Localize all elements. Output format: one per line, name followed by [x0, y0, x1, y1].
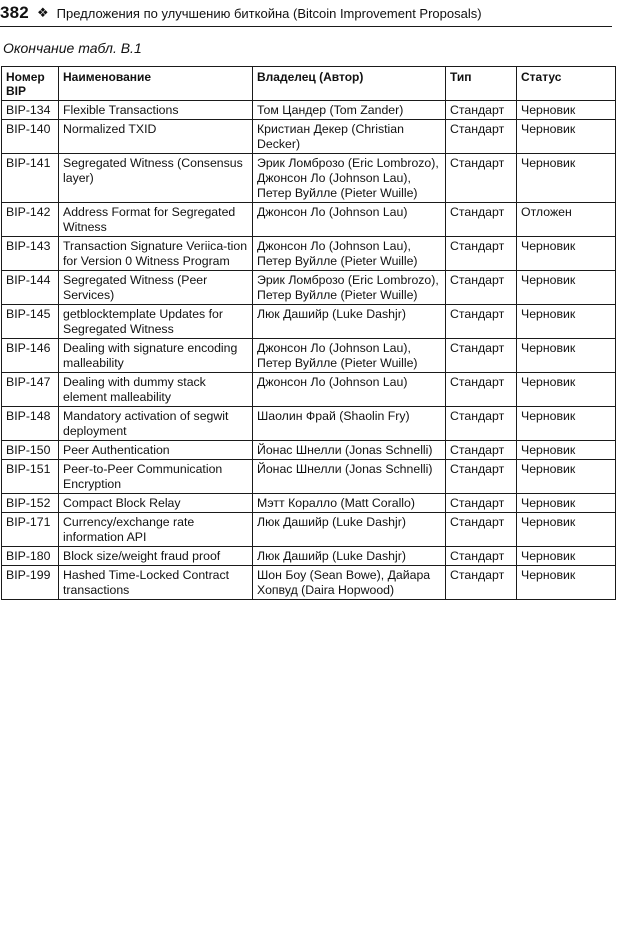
cell-status: Черновик [517, 237, 616, 271]
column-header-bip: Номер BIP [2, 67, 59, 101]
cell-owner: Йонас Шнелли (Jonas Schnelli) [253, 460, 446, 494]
cell-bip: BIP-151 [2, 460, 59, 494]
cell-owner: Джонсон Ло (Johnson Lau) [253, 373, 446, 407]
cell-owner: Йонас Шнелли (Jonas Schnelli) [253, 441, 446, 460]
cell-type: Стандарт [446, 513, 517, 547]
cell-title: Dealing with dummy stack element malleability [59, 373, 253, 407]
cell-status: Черновик [517, 566, 616, 600]
cell-bip: BIP-142 [2, 203, 59, 237]
cell-bip: BIP-146 [2, 339, 59, 373]
cell-owner: Люк Дашийр (Luke Dashjr) [253, 513, 446, 547]
cell-type: Стандарт [446, 566, 517, 600]
running-title: Предложения по улучшению биткойна (Bitcoin Improvement Proposals) [56, 5, 482, 21]
cell-type: Стандарт [446, 460, 517, 494]
cell-type: Стандарт [446, 547, 517, 566]
cell-bip: BIP-148 [2, 407, 59, 441]
cell-owner: Джонсон Ло (Johnson Lau), Петер Вуйлле (Pieter Wuille) [253, 339, 446, 373]
cell-type: Стандарт [446, 339, 517, 373]
cell-bip: BIP-171 [2, 513, 59, 547]
table-row [2, 460, 616, 494]
cell-type: Стандарт [446, 441, 517, 460]
table-row [2, 339, 616, 373]
cell-type: Стандарт [446, 101, 517, 120]
column-header-type: Тип [446, 67, 517, 101]
cell-status: Черновик [517, 441, 616, 460]
cell-owner: Шаолин Фрай (Shaolin Fry) [253, 407, 446, 441]
cell-owner: Мэтт Коралло (Matt Corallo) [253, 494, 446, 513]
cell-bip: BIP-143 [2, 237, 59, 271]
table-row [2, 566, 616, 600]
cell-title: Flexible Transactions [59, 101, 253, 120]
column-header-owner: Владелец (Автор) [253, 67, 446, 101]
cell-status: Черновик [517, 407, 616, 441]
cell-type: Стандарт [446, 120, 517, 154]
cell-bip: BIP-147 [2, 373, 59, 407]
cell-status: Черновик [517, 154, 616, 203]
cell-owner: Кристиан Декер (Christian Decker) [253, 120, 446, 154]
table-row [2, 305, 616, 339]
cell-title: Hashed Time-Locked Contract transactions [59, 566, 253, 600]
cell-title: Address Format for Segregated Witness [59, 203, 253, 237]
cell-title: Segregated Witness (Consensus layer) [59, 154, 253, 203]
page-header [0, 0, 612, 27]
table-header-row [2, 67, 616, 101]
diamond-separator-icon: ❖ [36, 5, 49, 20]
cell-bip: BIP-141 [2, 154, 59, 203]
cell-status: Отложен [517, 203, 616, 237]
cell-title: Peer-to-Peer Communication Encryption [59, 460, 253, 494]
bip-table [1, 66, 616, 600]
cell-status: Черновик [517, 460, 616, 494]
cell-title: Segregated Witness (Peer Services) [59, 271, 253, 305]
cell-owner: Джонсон Ло (Johnson Lau), Петер Вуйлле (Pieter Wuille) [253, 237, 446, 271]
page-number: 382 [0, 3, 29, 22]
cell-bip: BIP-145 [2, 305, 59, 339]
cell-owner: Джонсон Ло (Johnson Lau) [253, 203, 446, 237]
cell-owner: Эрик Ломброзо (Eric Lombrozo), Петер Вуйлле (Pieter Wuille) [253, 271, 446, 305]
cell-title: Mandatory activation of segwit deployment [59, 407, 253, 441]
cell-owner: Шон Боу (Sean Bowe), Дайара Хопвуд (Daira Hopwood) [253, 566, 446, 600]
cell-owner: Эрик Ломброзо (Eric Lombrozo), Джонсон Ло (Johnson Lau), Петер Вуйлле (Pieter Wuille) [253, 154, 446, 203]
cell-status: Черновик [517, 547, 616, 566]
table-row [2, 237, 616, 271]
table-row [2, 407, 616, 441]
cell-status: Черновик [517, 513, 616, 547]
cell-status: Черновик [517, 271, 616, 305]
table-row [2, 547, 616, 566]
cell-type: Стандарт [446, 237, 517, 271]
cell-bip: BIP-150 [2, 441, 59, 460]
cell-bip: BIP-199 [2, 566, 59, 600]
cell-status: Черновик [517, 101, 616, 120]
cell-title: getblocktemplate Updates for Segregated Witness [59, 305, 253, 339]
cell-owner: Люк Дашийр (Luke Dashjr) [253, 547, 446, 566]
cell-status: Черновик [517, 120, 616, 154]
table-row [2, 513, 616, 547]
cell-type: Стандарт [446, 373, 517, 407]
cell-type: Стандарт [446, 271, 517, 305]
cell-bip: BIP-152 [2, 494, 59, 513]
cell-title: Transaction Signature Veriica-tion for Version 0 Witness Program [59, 237, 253, 271]
cell-type: Стандарт [446, 494, 517, 513]
table-row [2, 101, 616, 120]
cell-status: Черновик [517, 339, 616, 373]
cell-bip: BIP-140 [2, 120, 59, 154]
table-row [2, 120, 616, 154]
column-header-title: Наименование [59, 67, 253, 101]
table-row [2, 271, 616, 305]
table-caption: Окончание табл. В.1 [3, 40, 142, 56]
cell-bip: BIP-144 [2, 271, 59, 305]
cell-owner: Том Цандер (Tom Zander) [253, 101, 446, 120]
table-row [2, 494, 616, 513]
cell-title: Normalized TXID [59, 120, 253, 154]
cell-title: Block size/weight fraud proof [59, 547, 253, 566]
cell-bip: BIP-134 [2, 101, 59, 120]
table-row [2, 373, 616, 407]
cell-status: Черновик [517, 373, 616, 407]
cell-title: Dealing with signature encoding malleability [59, 339, 253, 373]
cell-title: Compact Block Relay [59, 494, 253, 513]
column-header-status: Статус [517, 67, 616, 101]
cell-type: Стандарт [446, 305, 517, 339]
cell-type: Стандарт [446, 154, 517, 203]
cell-owner: Люк Дашийр (Luke Dashjr) [253, 305, 446, 339]
cell-title: Currency/exchange rate information API [59, 513, 253, 547]
table-row [2, 154, 616, 203]
cell-type: Стандарт [446, 407, 517, 441]
table-body [2, 101, 616, 600]
cell-bip: BIP-180 [2, 547, 59, 566]
cell-title: Peer Authentication [59, 441, 253, 460]
cell-status: Черновик [517, 305, 616, 339]
cell-type: Стандарт [446, 203, 517, 237]
table-row [2, 441, 616, 460]
table-row [2, 203, 616, 237]
cell-status: Черновик [517, 494, 616, 513]
